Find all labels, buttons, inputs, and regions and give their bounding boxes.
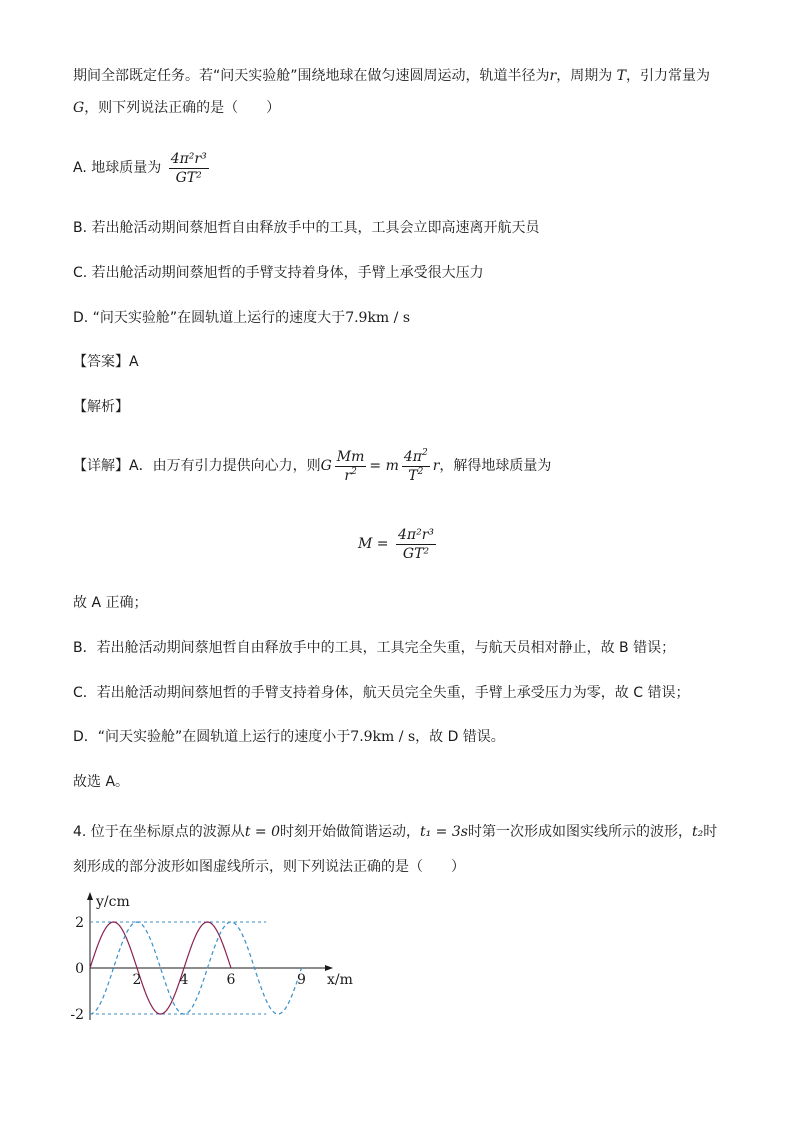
formula-M: M: [358, 536, 373, 552]
explain-b: B．若出舱活动期间蔡旭哲自由释放手中的工具，工具完全失重，与航天员相对静止，故 B 错误；: [73, 640, 676, 656]
option-a-denominator: GT²: [175, 169, 202, 186]
explain-c: C．若出舱活动期间蔡旭哲的手臂支持着身体，航天员完全失重，手臂上承受压力为零，故 C 错误；: [73, 685, 690, 701]
explain-d-value: 7.9km / s: [350, 729, 416, 745]
q4-stem-line1: [73, 822, 717, 842]
option-a-fraction: [169, 150, 209, 187]
mass-formula: M = $\frac{\text{4π²r³}}{\text{GT²}}$: [358, 526, 435, 562]
q3-stem-end: ，引力常量为: [626, 68, 711, 84]
detail-prefix: 【详解】A．由万有引力提供向心力，则: [73, 458, 321, 474]
y-axis-label: y/cm: [96, 894, 130, 910]
x-axis-label: x/m: [327, 972, 353, 988]
q4-t1: t₁ = 3s: [419, 824, 468, 840]
x-tick-label: 2: [132, 972, 142, 988]
mass-numerator: 4π²r³: [397, 526, 435, 543]
q3-option-a: [73, 148, 212, 188]
q4-t0: t = 0: [244, 824, 280, 840]
detail-line: 【详解】A．由万有引力提供向心力，则G $\frac{Mm}{r^2}$ = m $\frac{4\pi^2}{T^2}$ r，解得地球质量为: [73, 447, 552, 484]
q3-option-c: C. 若出舱活动期间蔡旭哲的手臂支持着身体，手臂上承受很大压力: [73, 265, 484, 281]
q4-end: 时: [703, 824, 718, 840]
mass-denominator: GT²: [402, 545, 430, 562]
q3-var-T: T: [616, 68, 627, 84]
q3-stem-line1: [73, 66, 710, 86]
x-axis-arrow: [325, 965, 333, 971]
q3-stem-text: 期间全部既定任务。若“问天实验舱”围绕地球在做匀速圆周运动，轨道半径为: [73, 68, 550, 84]
q4-mid2: 时第一次形成如图实线所示的波形，: [467, 824, 692, 840]
q3-stem-line2-text: ，则下列说法正确的是（ ）: [84, 100, 281, 116]
y-axis-arrow: [87, 892, 93, 900]
explain-d-prefix: D．“问天实验舱”在圆轨道上运行的速度小于: [73, 729, 351, 745]
y-tick-label: 0: [75, 961, 84, 977]
explain-d: [73, 727, 505, 747]
option-a-prefix: A. 地球质量为: [73, 160, 162, 176]
explain-d-suffix: ，故 D 错误。: [415, 729, 505, 745]
option-d-prefix: D. “问天实验舱”在圆轨道上运行的速度大于: [73, 310, 346, 326]
y-tick-label: -2: [70, 1007, 84, 1023]
x-tick-label: 9: [297, 972, 306, 988]
q3-stem-mid: ，周期为: [556, 68, 613, 84]
q3-option-d: [73, 308, 410, 328]
q3-option-b: B. 若出舱活动期间蔡旭哲自由释放手中的工具，工具会立即高速离开航天员: [73, 220, 540, 236]
q3-stem-line2: [73, 98, 280, 118]
choose-answer: 故选 A。: [73, 774, 130, 790]
analysis-label: 【解析】: [73, 399, 129, 415]
detail-suffix: ，解得地球质量为: [439, 458, 552, 474]
q4-prefix: 4. 位于在坐标原点的波源从: [73, 824, 245, 840]
mass-fraction: [396, 526, 436, 563]
y-tick-label: 2: [75, 915, 84, 931]
q4-stem-line2: 刻形成的部分波形如图虚线所示，则下列说法正确的是（ ）: [73, 859, 465, 875]
x-tick-label: 4: [179, 972, 189, 988]
option-d-value: 7.9km / s: [345, 310, 411, 326]
option-a-numerator: 4π²r³: [170, 150, 207, 167]
x-tick-label: 6: [226, 972, 236, 988]
answer-label: 【答案】A: [73, 354, 139, 370]
q4-t2: t₂: [691, 824, 704, 840]
centripetal-fraction: $\frac{4\pi^2}{T^2}$: [403, 447, 428, 484]
q4-mid1: 时刻开始做简谐运动，: [279, 824, 420, 840]
wave-chart: [70, 888, 370, 1028]
q3-var-G: G: [73, 100, 85, 116]
conclusion-a: 故 A 正确；: [73, 595, 148, 611]
q3-var-r: r: [549, 68, 557, 84]
gravity-fraction: $\frac{Mm}{r^2}$: [336, 448, 365, 484]
